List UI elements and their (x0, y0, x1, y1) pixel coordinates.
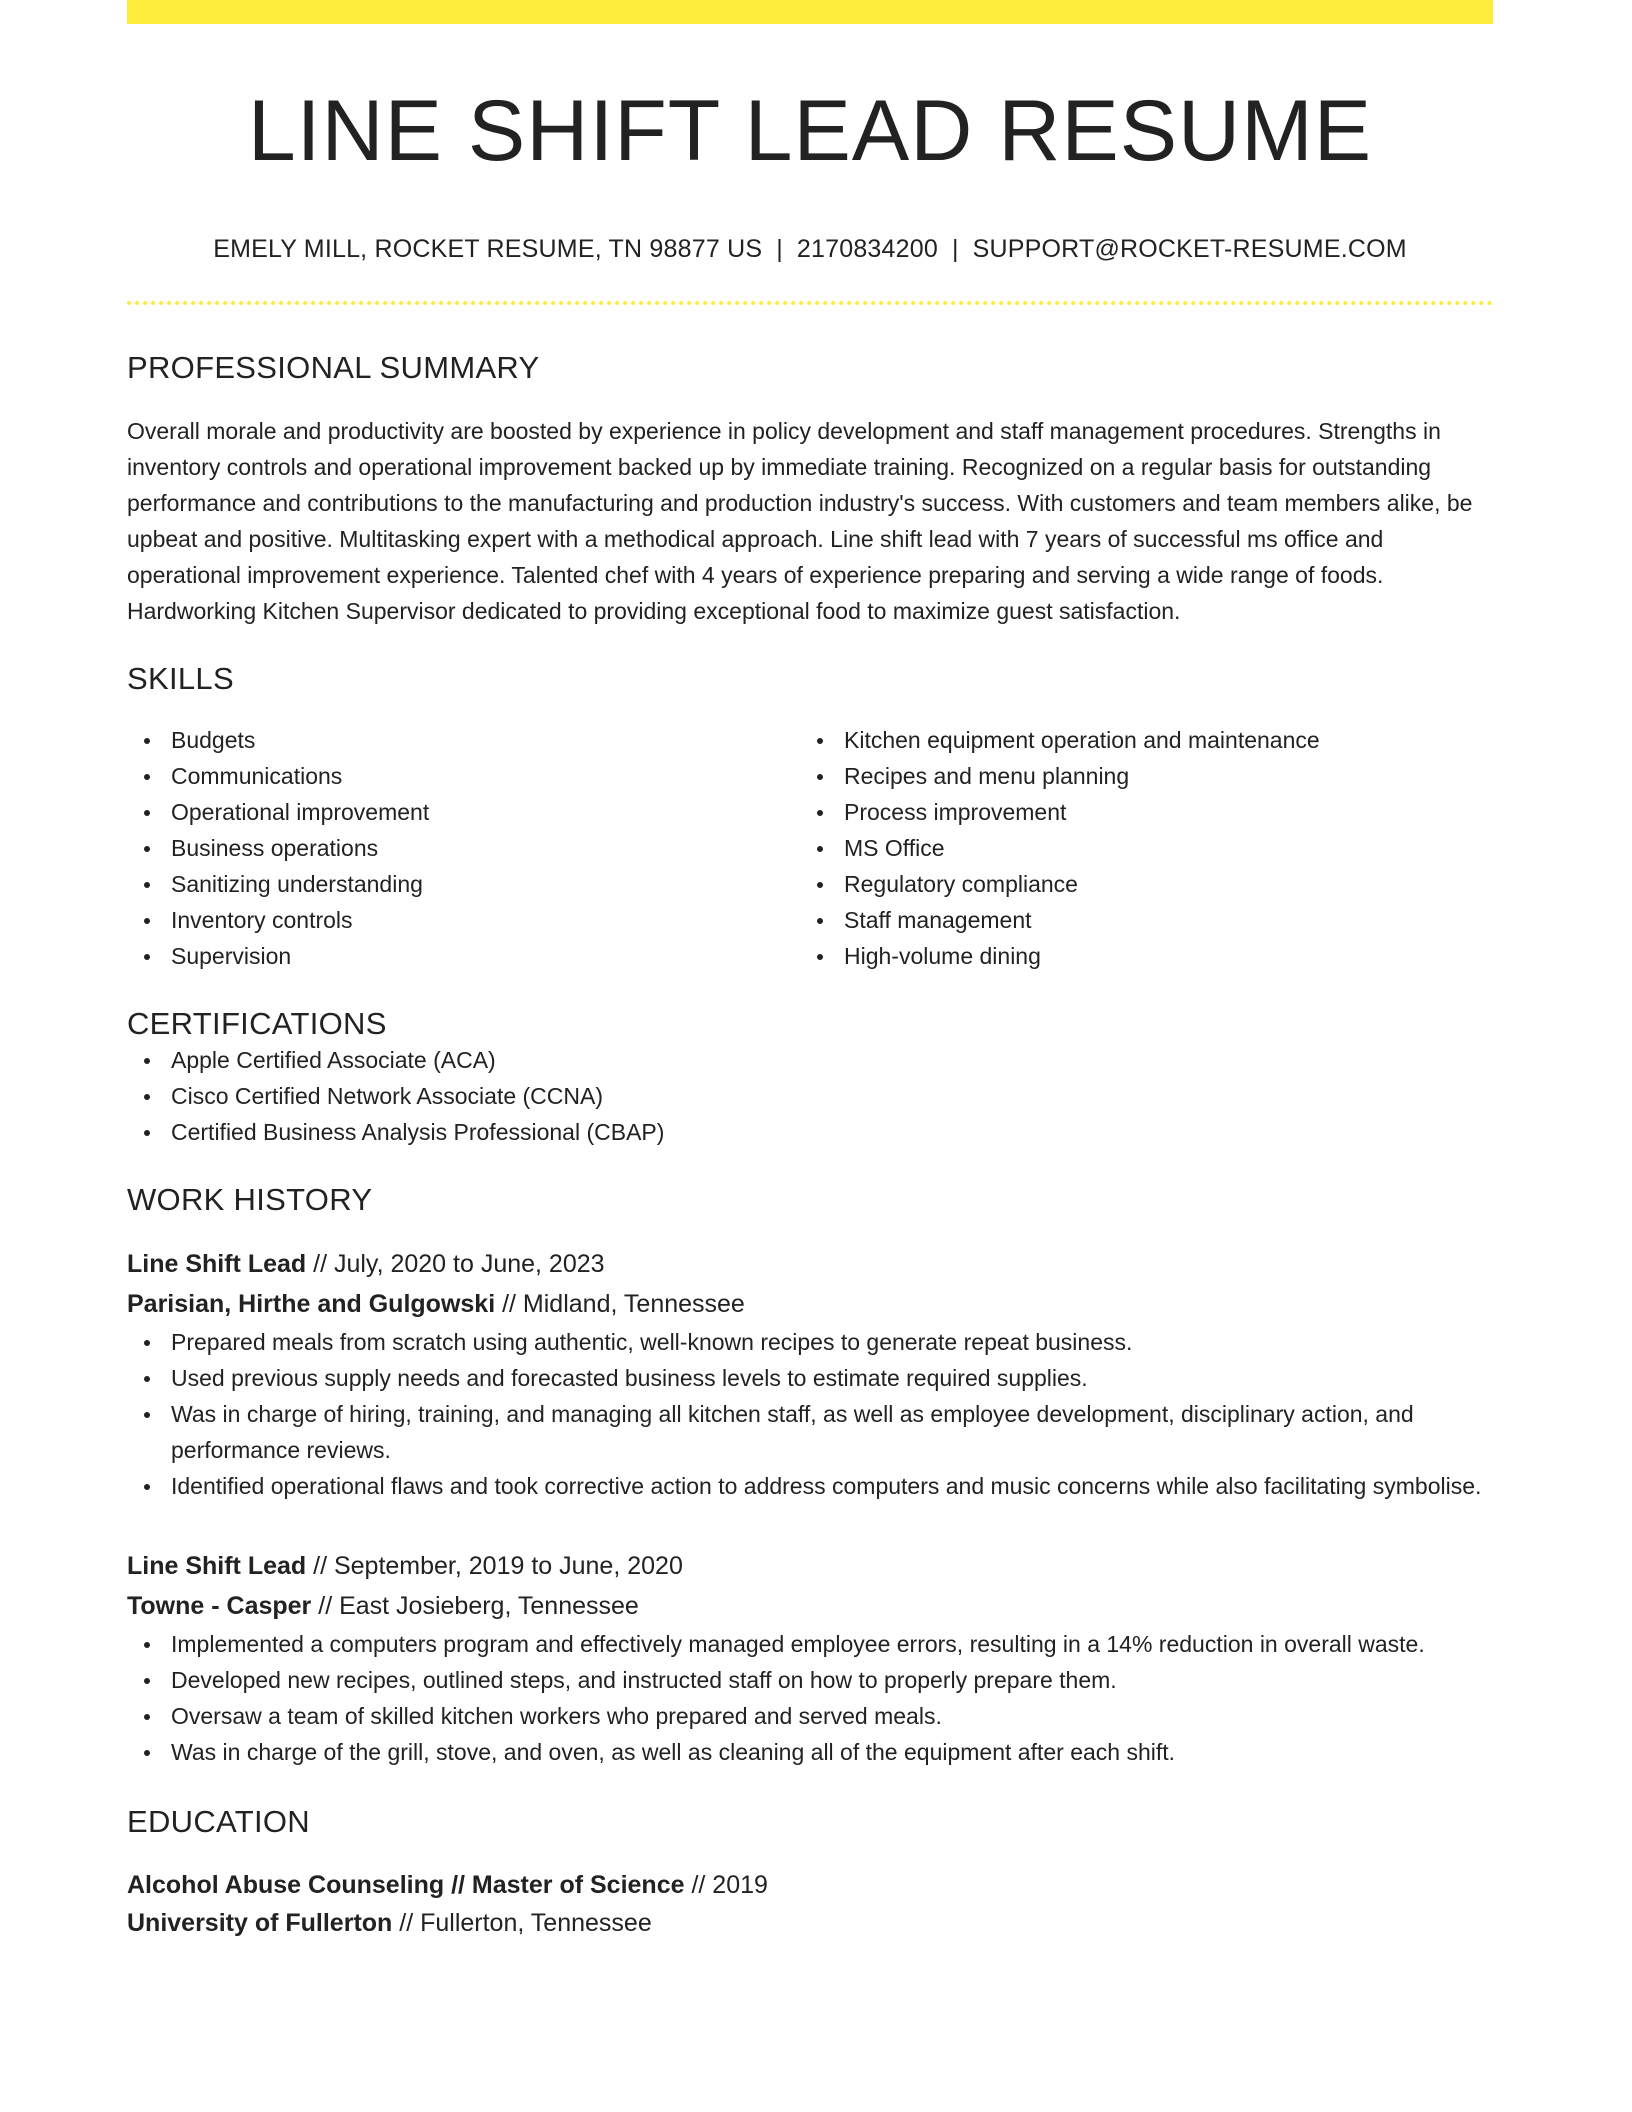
contact-separator: | (776, 234, 783, 263)
resume-page (127, 0, 1493, 1942)
contact-address: EMELY MILL, ROCKET RESUME, TN 98877 US (213, 234, 763, 263)
job-bullets (127, 1626, 1493, 1770)
job-title-line (127, 1244, 1493, 1284)
resume-title: LINE SHIFT LEAD RESUME (247, 83, 1373, 179)
job-bullet: Was in charge of hiring, training, and managing all kitchen staff, as well as employee development, disciplinary action, and performance reviews. (127, 1396, 1493, 1468)
summary-heading: PROFESSIONAL SUMMARY (127, 349, 540, 385)
education-school-line (127, 1904, 1493, 1942)
job-company-line (127, 1284, 1493, 1324)
job-company: Towne - Casper (127, 1591, 312, 1620)
certification-item: Certified Business Analysis Professional (CBAP) (127, 1114, 1493, 1150)
work-history-heading: WORK HISTORY (127, 1181, 373, 1217)
job-entry (127, 1546, 1493, 1770)
education-school: University of Fullerton (127, 1908, 393, 1937)
skills-grid (127, 722, 1493, 974)
skills-right-column (800, 722, 1473, 974)
job-location: // East Josieberg, Tennessee (311, 1591, 639, 1620)
skill-item: High-volume dining (800, 938, 1473, 974)
job-bullet: Used previous supply needs and forecasted business levels to estimate required supplies. (127, 1360, 1493, 1396)
job-title-line (127, 1546, 1493, 1586)
job-bullet: Oversaw a team of skilled kitchen workers who prepared and served meals. (127, 1698, 1493, 1734)
certifications-list (127, 1042, 1493, 1150)
skills-heading: SKILLS (127, 660, 234, 696)
certifications-heading: CERTIFICATIONS (127, 1005, 387, 1041)
education-year: // 2019 (684, 1870, 768, 1899)
job-entry (127, 1244, 1493, 1504)
job-bullets (127, 1324, 1493, 1504)
skill-item: Sanitizing understanding (127, 866, 800, 902)
skill-item: Kitchen equipment operation and maintenance (800, 722, 1473, 758)
skill-item: Recipes and menu planning (800, 758, 1473, 794)
contact-phone: 2170834200 (796, 234, 938, 263)
job-title: Line Shift Lead (127, 1551, 307, 1580)
skill-item: Process improvement (800, 794, 1473, 830)
skill-item: MS Office (800, 830, 1473, 866)
job-dates: // September, 2019 to June, 2020 (306, 1551, 683, 1580)
job-company: Parisian, Hirthe and Gulgowski (127, 1289, 496, 1318)
education-degree-line (127, 1866, 1493, 1904)
contact-line (127, 235, 1493, 264)
summary-text: Overall morale and productivity are boosted by experience in policy development and staff management procedures. Strengths in inventory controls and operational improvement backed up by immediate training. Recognized on a regular basis for outstanding performance and contributions to the manufacturing and production industry's success. With customers and team members alike, be upbeat and positive. Multitasking expert with a methodical approach. Line shift lead with 7 years of successful ms office and operational improvement experience. Talented chef with 4 years of experience preparing and serving a wide range of foods. Hardworking Kitchen Supervisor dedicated to providing exceptional food to maximize guest satisfaction. (127, 417, 1473, 624)
job-bullet: Was in charge of the grill, stove, and oven, as well as cleaning all of the equipment after each shift. (127, 1734, 1493, 1770)
skill-item: Supervision (127, 938, 800, 974)
dotted-divider (127, 301, 1493, 305)
skill-item: Business operations (127, 830, 800, 866)
skill-item: Operational improvement (127, 794, 800, 830)
top-accent-bar (127, 0, 1493, 24)
certification-item: Cisco Certified Network Associate (CCNA) (127, 1078, 1493, 1114)
job-bullet: Prepared meals from scratch using authentic, well-known recipes to generate repeat business. (127, 1324, 1493, 1360)
job-location: // Midland, Tennessee (495, 1289, 745, 1318)
job-company-line (127, 1586, 1493, 1626)
skill-item: Inventory controls (127, 902, 800, 938)
skill-item: Communications (127, 758, 800, 794)
education-entry (127, 1866, 1493, 1942)
job-title: Line Shift Lead (127, 1249, 307, 1278)
skill-item: Staff management (800, 902, 1473, 938)
skills-left-column (127, 722, 800, 974)
education-heading: EDUCATION (127, 1803, 310, 1839)
job-dates: // July, 2020 to June, 2023 (306, 1249, 605, 1278)
education-degree: Alcohol Abuse Counseling // Master of Science (127, 1870, 685, 1899)
skill-item: Budgets (127, 722, 800, 758)
contact-email: SUPPORT@ROCKET-RESUME.COM (972, 234, 1407, 263)
job-bullet: Identified operational flaws and took corrective action to address computers and music concerns while also facilitating symbolise. (127, 1468, 1493, 1504)
education-location: // Fullerton, Tennessee (392, 1908, 652, 1937)
certification-item: Apple Certified Associate (ACA) (127, 1042, 1493, 1078)
skill-item: Regulatory compliance (800, 866, 1473, 902)
job-bullet: Implemented a computers program and effectively managed employee errors, resulting in a 14% reduction in overall waste. (127, 1626, 1493, 1662)
job-bullet: Developed new recipes, outlined steps, and instructed staff on how to properly prepare them. (127, 1662, 1493, 1698)
contact-separator: | (951, 234, 959, 263)
